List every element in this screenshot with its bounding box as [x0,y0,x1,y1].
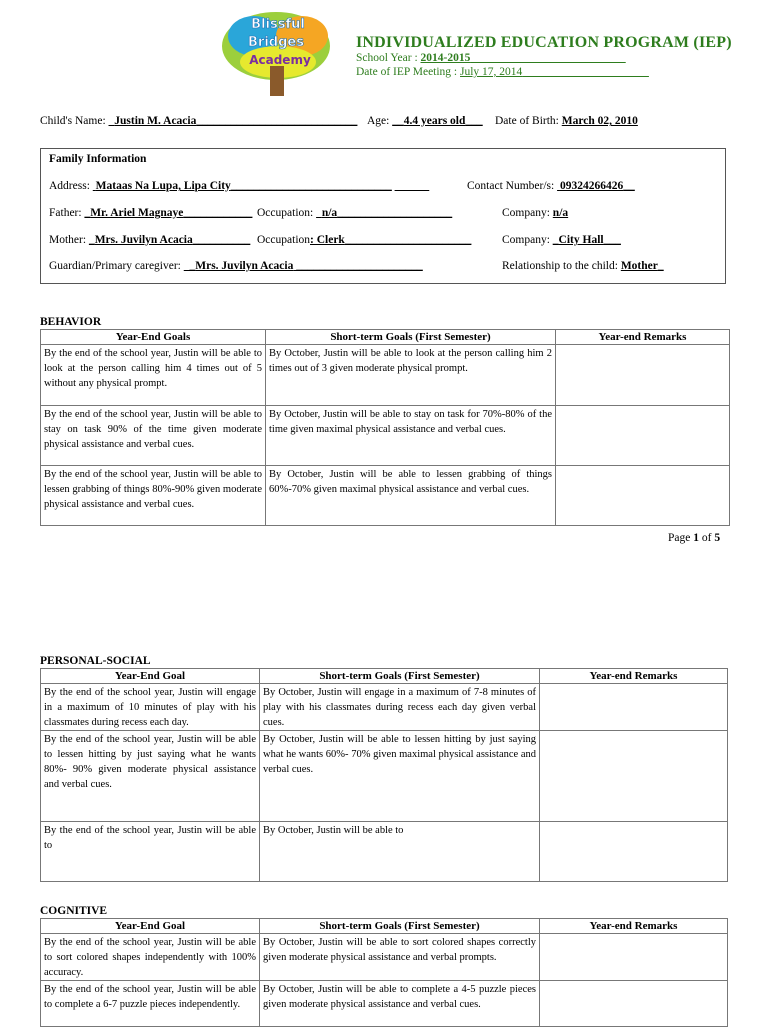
remarks-cell[interactable] [540,934,728,981]
year-end-goal-cell: By the end of the school year, Justin will be able to [41,822,260,882]
year-end-goal-cell: By the end of the school year, Justin will be able to stay on task 90% of the time given moderate physical assistance and verbal cues. [41,406,266,466]
page-total: 5 [714,532,721,544]
address-line: Address: Mataas Na Lupa, Lipa City____________________________ ______ [49,180,430,192]
logo-line-2: Bridges [248,35,304,50]
remarks-cell[interactable] [540,684,728,731]
column-header: Short-term Goals (First Semester) [260,669,540,684]
table-header-row [41,919,728,934]
year-end-goal-cell: By the end of the school year, Justin will be able to complete a 6-7 puzzle pieces independently. [41,981,260,1027]
guardian-label: Guardian/Primary caregiver: [49,260,181,272]
child-name-line: Child's Name: Justin M. Acacia____________________________ [40,115,358,127]
column-header: Short-term Goals (First Semester) [266,330,556,345]
behavior-goals-table [40,329,730,526]
short-term-goal-cell: By October, Justin will be able to look at the person calling him 2 times out of 3 given moderate physical prompt. [266,345,556,406]
relationship-line: Relationship to the child: Mother_ [502,260,664,272]
table-header-row [41,330,730,345]
page-label: Page [668,532,691,544]
family-information-box [40,148,726,284]
remarks-cell[interactable] [540,731,728,822]
cognitive-section-label: COGNITIVE [40,905,108,917]
short-term-goal-cell: By October, Justin will engage in a maximum of 7-8 minutes of play with his classmates during recess each day given verbal cues. [260,684,540,731]
relationship-value: Mother [620,260,658,272]
table-row [41,345,730,406]
guardian-line: Guardian/Primary caregiver: _Mrs. Juvilyn Acacia ______________________ [49,260,423,272]
mother-company-label: Company: [502,234,550,246]
dob-value: March 02, 2010 [561,115,638,127]
document-title: INDIVIDUALIZED EDUCATION PROGRAM (IEP) [356,34,732,51]
short-term-goal-cell: By October, Justin will be able to stay on task for 70%-80% of the time given maximal physical assistance and verbal cues. [266,406,556,466]
short-term-goal-cell: By October, Justin will be able to lessen hitting by just saying what he wants 60%- 70% given maximal physical assistance and verbal cues. [260,731,540,822]
mother-occupation-value: : Clerk [310,234,345,246]
table-row [41,406,730,466]
contact-label: Contact Number/s: [467,180,555,192]
behavior-section-label: BEHAVIOR [40,316,102,328]
remarks-cell[interactable] [556,466,730,526]
column-header: Year-end Remarks [540,669,728,684]
remarks-cell[interactable] [540,981,728,1027]
school-year-line: School Year : 2014-2015___________________________ [356,52,626,64]
mother-line: Mother: _Mrs. Juvilyn Acacia__________ [49,234,251,246]
page-current: 1 [693,532,699,544]
column-header: Year-End Goal [41,669,260,684]
column-header: Short-term Goals (First Semester) [260,919,540,934]
logo-line-1: Blissful [251,17,305,32]
personal-social-goals-table [40,668,728,882]
father-company-line [502,207,568,219]
meeting-date-label: Date of IEP Meeting : [356,66,458,78]
year-end-goal-cell: By the end of the school year, Justin will be able to lessen hitting by just saying what he wants 80%- 90% given moderate physical assistance and verbal cues. [41,731,260,822]
mother-occupation-line: Occupation: Clerk______________________ [257,234,472,246]
table-header-row [41,669,728,684]
father-occupation-line: Occupation: n/a____________________ [257,207,453,219]
short-term-goal-cell: By October, Justin will be able to [260,822,540,882]
short-term-goal-cell: By October, Justin will be able to complete a 4-5 puzzle pieces given moderate physical assistance and verbal cues. [260,981,540,1027]
mother-company-value: City Hall [558,234,604,246]
mother-label: Mother: [49,234,87,246]
cognitive-goals-table [40,918,728,1027]
address-value: Mataas Na Lupa, Lipa City [95,180,231,192]
father-occupation-label: Occupation: [257,207,314,219]
dob-label: Date of Birth: [495,115,559,127]
family-heading: Family Information [49,153,147,165]
father-occupation-value: n/a [321,207,338,219]
age-label: Age: [367,115,390,127]
father-label: Father: [49,207,82,219]
guardian-value: Mrs. Juvilyn Acacia [195,260,294,272]
school-year-value: 2014-2015 [420,52,471,64]
page-of: of [701,532,712,544]
school-year-label: School Year : [356,52,418,64]
column-header: Year-End Goals [41,330,266,345]
father-line: Father: _Mr. Ariel Magnaye____________ [49,207,253,219]
child-name-value: Justin M. Acacia [114,115,197,127]
logo-line-3: Academy [249,53,311,67]
meeting-date-value: July 17, 2014 [460,66,523,78]
dob-line [495,115,638,127]
father-value: Mr. Ariel Magnaye [90,207,184,219]
year-end-goal-cell: By the end of the school year, Justin will be able to lessen grabbing of things 80%-90% given moderate physical assistance and verbal cues. [41,466,266,526]
table-row [41,684,728,731]
table-row [41,731,728,822]
mother-company-line: Company: _City Hall___ [502,234,621,246]
table-row [41,981,728,1027]
child-name-label: Child's Name: [40,115,106,127]
mother-occupation-label: Occupation [257,234,311,246]
year-end-goal-cell: By the end of the school year, Justin will be able to look at the person calling him 4 times out of 5 without any physical prompt. [41,345,266,406]
page-number [668,532,720,544]
year-end-goal-cell: By the end of the school year, Justin will engage in a maximum of 10 minutes of play with his classmates during recess each day. [41,684,260,731]
father-company-label: Company: [502,207,550,219]
father-company-value: n/a [552,207,569,219]
column-header: Year-End Goal [41,919,260,934]
relationship-label: Relationship to the child: [502,260,618,272]
table-row [41,822,728,882]
remarks-cell[interactable] [556,345,730,406]
column-header: Year-end Remarks [540,919,728,934]
remarks-cell[interactable] [556,406,730,466]
short-term-goal-cell: By October, Justin will be able to sort colored shapes correctly given moderate physical assistance and verbal prompts. [260,934,540,981]
meeting-date-line: Date of IEP Meeting : July 17, 2014______________________ [356,66,649,78]
age-line: Age: __4.4 years old___ [367,115,483,127]
remarks-cell[interactable] [540,822,728,882]
address-label: Address: [49,180,90,192]
column-header: Year-end Remarks [556,330,730,345]
contact-value: 09324266426 [559,180,624,192]
academy-logo [218,6,336,98]
mother-value: Mrs. Juvilyn Acacia [94,234,193,246]
table-row [41,466,730,526]
year-end-goal-cell: By the end of the school year, Justin will be able to sort colored shapes independently with 100% accuracy. [41,934,260,981]
table-row [41,934,728,981]
contact-line: Contact Number/s: 09324266426__ [467,180,635,192]
short-term-goal-cell: By October, Justin will be able to lessen grabbing of things 60%-70% given maximal physical assistance and verbal cues. [266,466,556,526]
personal-social-section-label: PERSONAL-SOCIAL [40,655,151,667]
age-value: 4.4 years old [403,115,466,127]
